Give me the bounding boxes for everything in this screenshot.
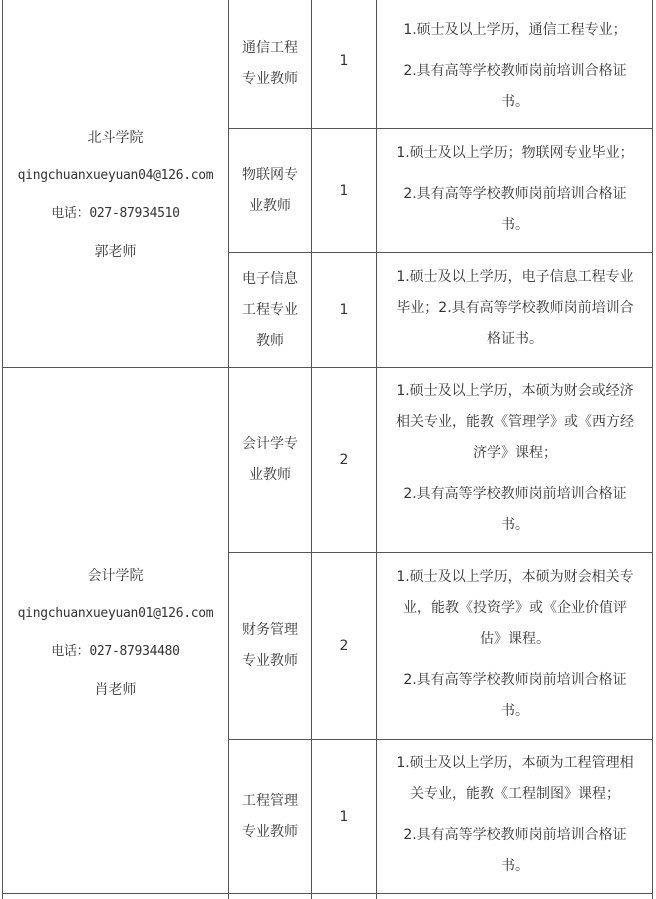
requirement-line: 书。 — [501, 858, 529, 874]
position-count-cell — [312, 368, 376, 552]
requirement-line: 2.具有高等学校教师岗前培训合格证 — [403, 63, 627, 79]
requirements-cell — [377, 15, 653, 118]
requirement-line: 书。 — [501, 517, 529, 533]
position-count: 1 — [339, 182, 349, 199]
position-title-line: 财务管理 — [242, 622, 298, 638]
requirement-line: 1.硕士及以上学历，本硕为工程管理相 — [396, 755, 634, 771]
requirement-line: 书。 — [501, 703, 529, 719]
requirement-line: 格证书。 — [487, 331, 543, 347]
institution-phone: 电话：027-87934480 — [51, 644, 180, 659]
position-title-line: 工程管理 — [242, 792, 298, 809]
requirement-line: 业，能教《投资学》或《企业价值评 — [403, 600, 627, 616]
requirement-line: 毕业；2.具有高等学校教师岗前培训合 — [396, 300, 634, 316]
position-count: 1 — [339, 302, 349, 318]
requirement-line: 关专业，能教《工程制图》课程； — [410, 786, 620, 802]
position-title-line: 专业教师 — [242, 71, 298, 87]
position-title-line: 专业教师 — [242, 823, 298, 840]
requirements-cell — [377, 138, 653, 241]
institution-email: qingchuanxueyuan01@126.com — [17, 606, 214, 621]
institution-contact: 郭老师 — [94, 244, 137, 260]
institution-phone: 电话：027-87934510 — [51, 206, 180, 221]
position-title-line: 通信工程 — [242, 40, 298, 56]
requirement-line: 2.具有高等学校教师岗前培训合格证 — [403, 486, 627, 502]
requirements-cell — [377, 262, 653, 355]
position-title-line: 业教师 — [249, 197, 291, 214]
position-title-line: 物联网专 — [242, 166, 298, 183]
requirement-line: 1.硕士及以上学历；物联网专业毕业； — [396, 145, 634, 161]
requirement-line: 1.硕士及以上学历，本硕为财会或经济 — [396, 383, 634, 399]
position-count: 2 — [339, 638, 349, 654]
position-title-cell — [229, 368, 311, 552]
position-count-cell — [312, 0, 376, 128]
institution-name: 北斗学院 — [87, 130, 144, 146]
institution-cell — [3, 368, 228, 893]
position-title-line: 电子信息 — [242, 270, 298, 287]
position-count-cell — [312, 740, 376, 893]
position-count-cell — [312, 129, 376, 252]
requirement-line: 1.硕士及以上学历，本硕为财会相关专 — [396, 569, 634, 585]
requirements-cell — [377, 376, 653, 541]
position-title-line: 教师 — [256, 332, 284, 349]
position-count: 1 — [339, 53, 349, 69]
position-count: 1 — [339, 808, 349, 825]
requirement-line: 估》课程。 — [480, 631, 550, 647]
position-count-cell — [312, 253, 376, 367]
position-title-cell — [229, 253, 311, 367]
position-title-line: 工程专业 — [242, 301, 298, 318]
requirement-line: 书。 — [501, 217, 529, 233]
requirement-line: 2.具有高等学校教师岗前培训合格证 — [403, 672, 627, 688]
section-divider — [2, 893, 653, 894]
requirement-line: 书。 — [501, 94, 529, 110]
institution-contact: 肖老师 — [94, 682, 137, 698]
requirement-line: 1.硕士及以上学历，电子信息工程专业 — [396, 269, 634, 285]
requirement-line: 1.硕士及以上学历，通信工程专业； — [403, 22, 627, 38]
requirements-cell — [377, 748, 653, 882]
position-title-line: 专业教师 — [242, 653, 298, 669]
requirement-line: 相关专业，能教《管理学》或《西方经 — [396, 414, 634, 430]
position-title-cell — [229, 129, 311, 252]
position-title-line: 业教师 — [249, 467, 291, 483]
position-title-cell — [229, 553, 311, 739]
position-count-cell — [312, 553, 376, 739]
institution-name: 会计学院 — [87, 568, 144, 584]
requirement-line: 2.具有高等学校教师岗前培训合格证 — [403, 186, 627, 202]
position-title-cell — [229, 0, 311, 128]
requirements-cell — [377, 562, 653, 727]
requirement-line: 2.具有高等学校教师岗前培训合格证 — [403, 827, 627, 843]
position-title-line: 会计学专 — [242, 436, 298, 452]
position-count: 2 — [339, 452, 349, 468]
institution-email: qingchuanxueyuan04@126.com — [17, 168, 214, 183]
position-title-cell — [229, 740, 311, 893]
institution-cell — [3, 0, 228, 367]
requirement-line: 济学》课程； — [473, 445, 557, 461]
